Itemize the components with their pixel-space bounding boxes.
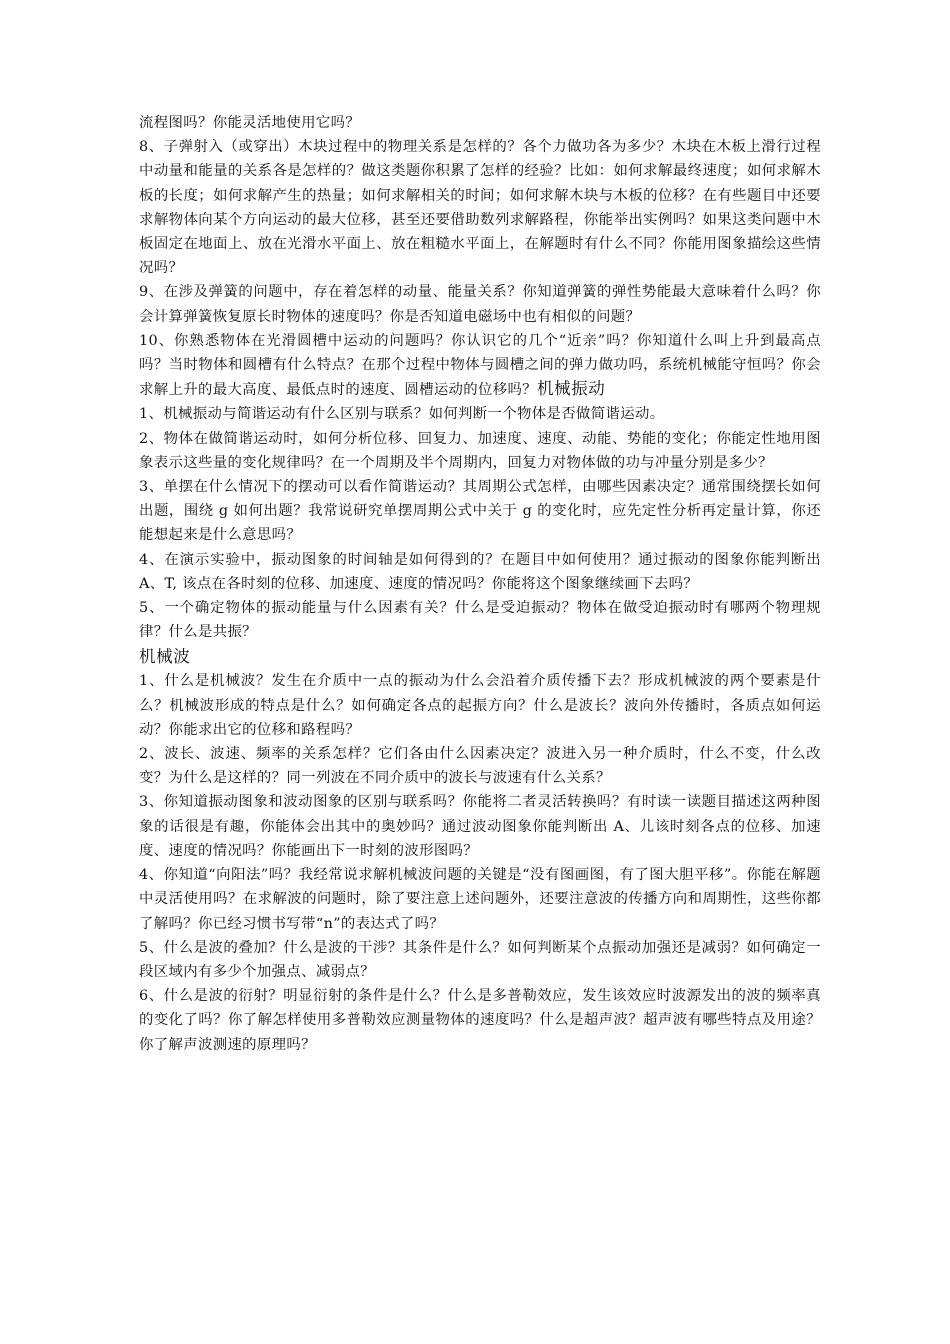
momentum-item-10 [139,329,821,403]
wave-item-3: 3、你知道振动图象和波动图象的区别与联系吗？你能将二者灵活转换吗？有时读一读题目描述这两种图象的话很是有趣，你能体会出其中的奥妙吗？通过波动图象你能判断出 A、儿该时刻各点的位移、加速度、速度的情况吗？你能画出下一时刻的波形图吗？ [139,794,821,859]
vibration-item-2: 2、物体在做简谐运动时，如何分析位移、回复力、加速度、速度、动能、势能的变化；你能定性地用图象表示这些量的变化规律吗？在一个周期及半个周期内，回复力对物体做的功与冲量分别是多少？ [139,430,821,471]
vibration-item-1: 1、机械振动与简谐运动有什么区别与联系？如何判断一个物体是否做简谐运动。 [139,406,665,423]
vibration-item-4: 4、在演示实验中，振动图象的时间轴是如何得到的？在题目中如何使用？通过振动的图象你能判断出 A、T, 该点在各时刻的位移、加速度、速度的情况吗？你能将这个图象继续画下去吗？ [139,551,821,592]
section-heading-vibration: 机械振动 [537,379,606,399]
section-heading-wave: 机械波 [139,647,191,667]
wave-item-1: 1、什么是机械波？发生在介质中一点的振动为什么会沿着介质传播下去？形成机械波的两个要素是什么？机械波形成的特点是什么？如何确定各点的起振方向？什么是波长？波向外传播时，各质点如何运动？你能求出它的位移和路程吗？ [139,673,821,738]
intro-paragraph: 流程图吗？你能灵活地使用它吗？ [139,115,361,131]
wave-item-2: 2、波长、波速、频率的关系怎样？它们各由什么因素决定？波进入另一种介质时，什么不变，什么改变？为什么是这样的？同一列波在不同介质中的波长与波速有什么关系？ [139,746,821,787]
momentum-item-8: 8、子弹射入（或穿出）木块过程中的物理关系是怎样的？各个力做功各为多少？木块在木板上滑行过程中动量和能量的关系各是怎样的？做这类题你积累了怎样的经验？比如：如何求解最终速度；如何求解木板的长度；如何求解产生的热量；如何求解相关的时间；如何求解木块与木板的位移？在有些题目中还要求解物体向某个方向运动的最大位移，甚至还要借助数列求解路程，你能举出实例吗？如果这类问题中木板固定在地面上、放在光滑水平面上、放在粗糙水平面上，在解题时有什么不同？你能用图象描绘这些情况吗？ [139,139,821,277]
momentum-item-10-text: 10、你熟悉物体在光滑圆槽中运动的问题吗？你认识它的几个“近亲”吗？你知道什么叫上升到最高点吗？当时物体和圆槽有什么特点？在那个过程中物体与圆槽之间的弹力做功吗，系统机械能守恒吗？你会求解上升的最大高度、最低点时的速度、圆槽运动的位移吗？ [139,332,821,399]
vibration-item-5: 5、一个确定物体的振动能量与什么因素有关？什么是受迫振动？物体在做受迫振动时有哪两个物理规律？什么是共振？ [139,600,821,641]
momentum-item-9: 9、在涉及弹簧的问题中，存在着怎样的动量、能量关系？你知道弹簧的弹性势能最大意味着什么吗？你会计算弹簧恢复原长时物体的速度吗？你是否知道电磁场中也有相似的问题？ [139,284,821,325]
vibration-item-3: 3、单摆在什么情况下的摆动可以看作简谐运动？其周期公式怎样，由哪些因素决定？通常围绕摆长如何出题，围绕 g 如何出题？我常说研究单摆周期公式中关于 g 的变化时，应先定性分析再定量计算，你还能想起来是什么意思吗？ [139,479,821,544]
wave-item-4: 4、你知道“向阳法”吗？我经常说求解机械波问题的关键是“没有图画图，有了图大胆平移”。你能在解题中灵活使用吗？在求解波的问题时，除了要注意上述问题外，还要注意波的传播方向和周期性，这些你都了解吗？你已经习惯书写带“n”的表达式了吗？ [139,867,821,932]
document-page [139,111,821,1057]
wave-item-6: 6、什么是波的衍射？明显衍射的条件是什么？什么是多普勒效应，发生该效应时波源发出的波的频率真的变化了吗？你了解怎样使用多普勒效应测量物体的速度吗？什么是超声波？超声波有哪些特点及用途？你了解声波测速的原理吗？ [139,988,821,1053]
wave-item-5: 5、什么是波的叠加？什么是波的干涉？其条件是什么？如何判断某个点振动加强还是减弱？如何确定一段区域内有多少个加强点、减弱点？ [139,939,821,980]
